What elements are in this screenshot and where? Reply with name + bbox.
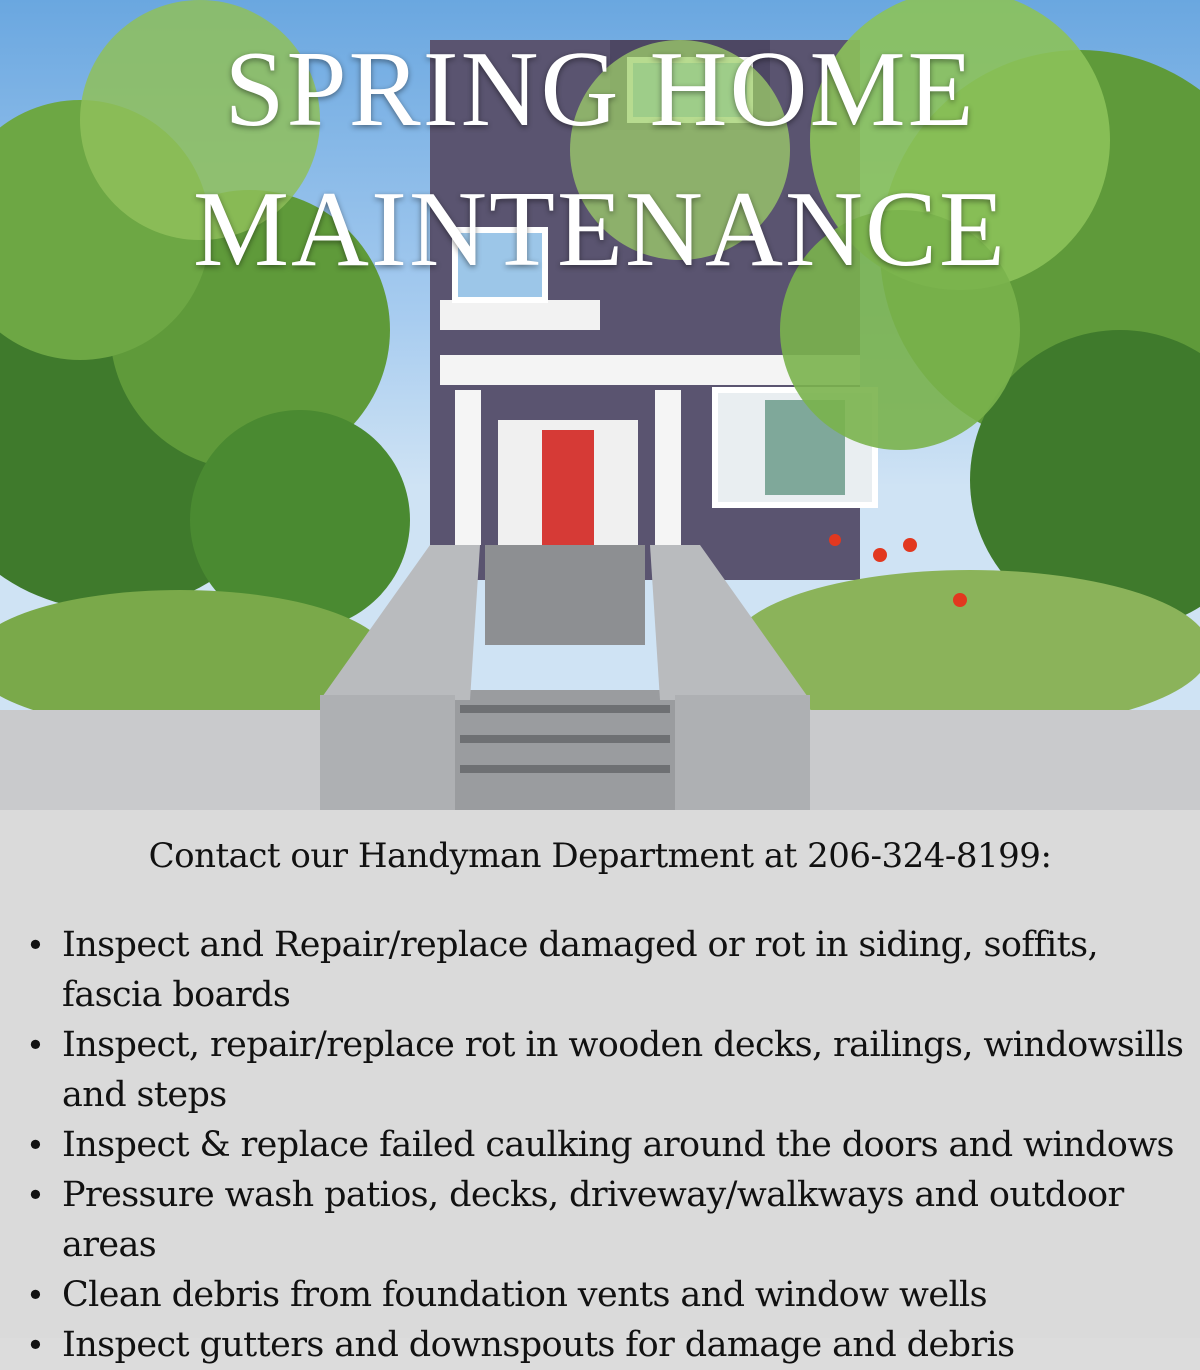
info-panel	[0, 810, 1200, 1365]
title-line-1: SPRING HOME	[224, 30, 976, 149]
list-item: • Inspect & replace failed caulking around the doors and windows	[62, 1120, 1200, 1170]
list-item: • Inspect, repair/replace rot in wooden decks, railings, windowsills and steps	[62, 1020, 1200, 1120]
list-item: • Pressure wash patios, decks, driveway/walkways and outdoor areas	[62, 1170, 1200, 1270]
list-item: • Clean debris from foundation vents and window wells	[62, 1270, 1200, 1320]
page-title	[0, 20, 1200, 300]
list-item: • Inspect and Repair/replace damaged or rot in siding, soffits, fascia boards	[62, 920, 1200, 1020]
list-item: • Inspect gutters and downspouts for damage and debris	[62, 1320, 1200, 1370]
contact-line: Contact our Handyman Department at 206-324-8199:	[148, 836, 1052, 876]
title-line-2: MAINTENANCE	[193, 170, 1007, 289]
task-list	[0, 920, 1200, 1370]
